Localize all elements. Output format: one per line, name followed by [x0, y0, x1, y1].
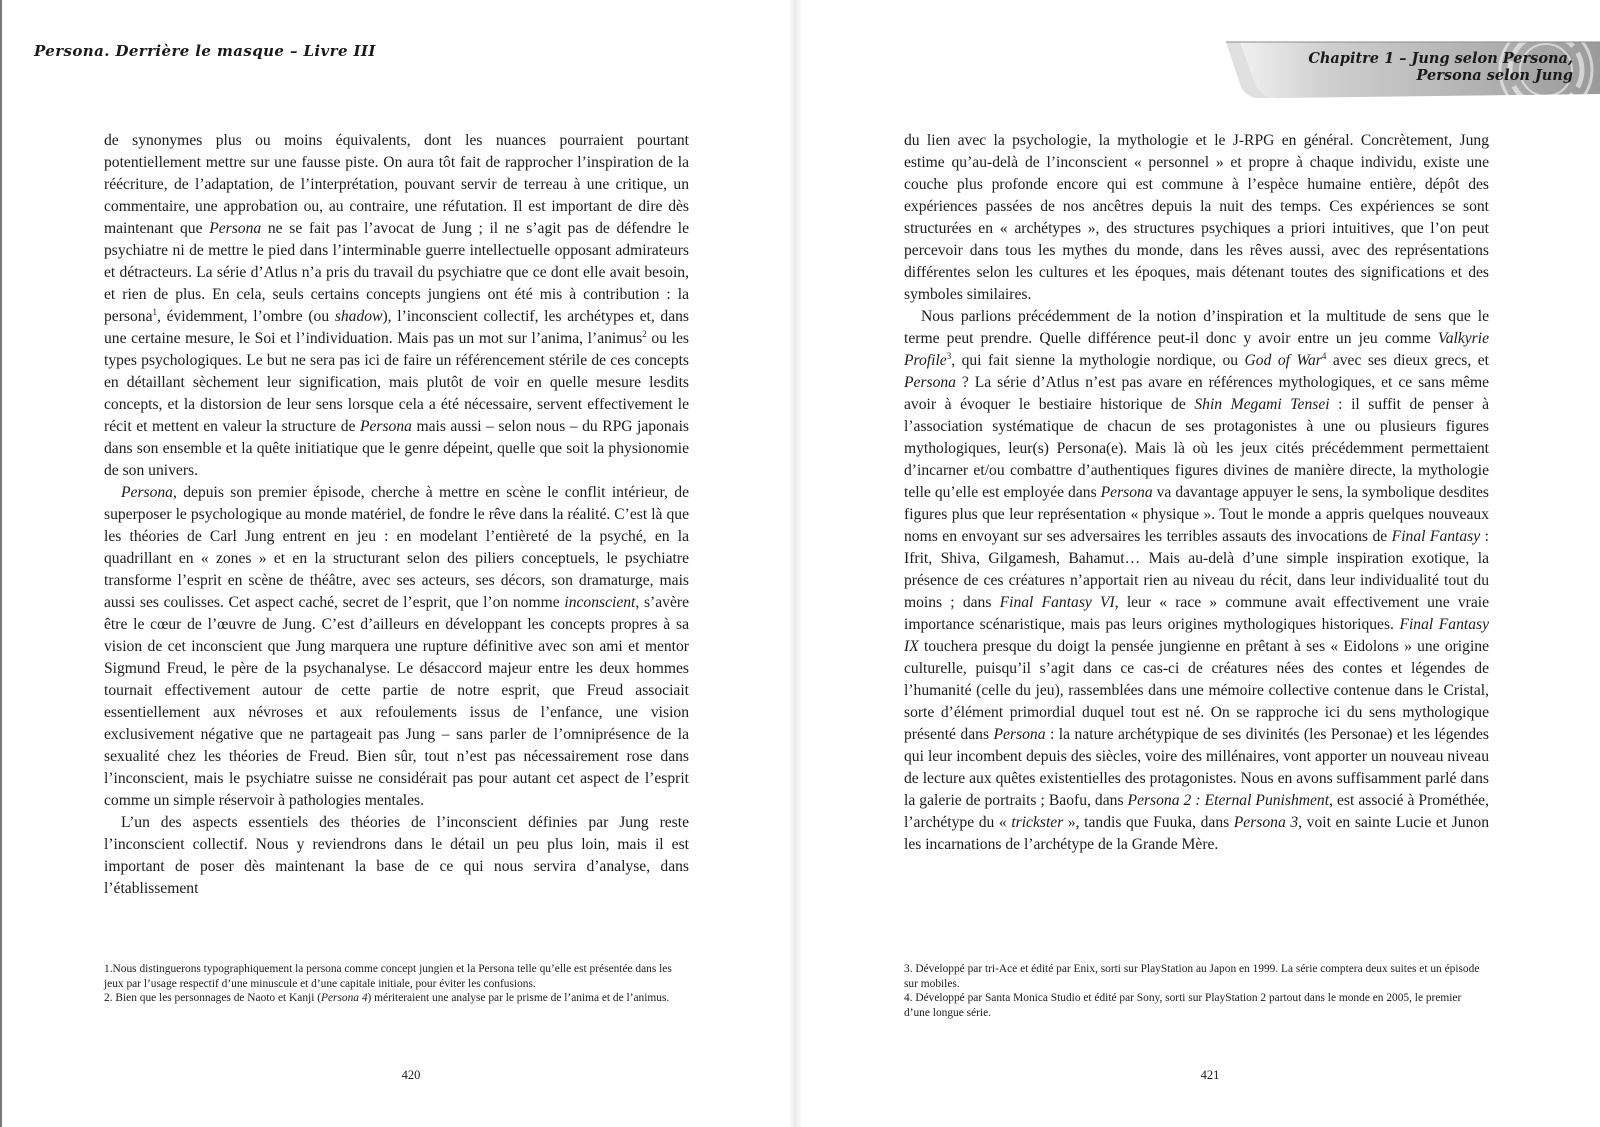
italic-text: Persona — [209, 220, 262, 237]
text-run: , est associé à Prométhée, l’archétype du « — [904, 792, 1489, 831]
text-run: va davantage appuyer le sens, la symbolique desdites figures plus que leur représentation « physique ». Tout le monde a appris quelques nouveaux noms en envoyant sur ses adversaires les terribles assauts des invocations de — [904, 484, 1489, 545]
left-page — [0, 0, 795, 1127]
footnote — [904, 962, 1489, 991]
italic-text: Persona 4 — [321, 992, 368, 1005]
italic-text: Persona 3 — [1233, 814, 1299, 831]
text-run: , qui fait sienne la mythologie nordique, ou — [951, 352, 1245, 369]
italic-text: God of War — [1244, 352, 1322, 369]
text-run: : Ifrit, Shiva, Gilgamesh, Bahamut… Mais au-delà d’une simple inspiration exotique, la présence de ces créatures n’apportait rien au niveau du récit, dans leur individualité tout du moins ; dans — [904, 528, 1489, 611]
italic-text: Persona 2 : Eternal Punishment — [1127, 792, 1330, 809]
text-run: , leur « race » commune avait effectivement une vraie importance scénaristique, mais pas leurs origines mythologiques historiques. — [904, 594, 1490, 633]
italic-text: shadow — [334, 308, 383, 325]
text-run: ou les types psychologiques. Le but ne sera pas ici de faire un référencement stérile de ces concepts en détaillant sèchement leur signification, mais plutôt de voir en quelle mesure lesdits concepts, et la distorsion de leur sens lorsque cela a été nécessaire, servent effectivement le récit et mettent en valeur la structure de — [104, 330, 689, 435]
text-run: 4. Développé par Santa Monica Studio et édité par Sony, sorti sur PlayStation 2 partout dans le monde en 2005, le premier d’une longue série. — [904, 992, 1462, 1019]
italic-text: Final Fantasy — [1391, 528, 1481, 545]
italic-text: Persona — [993, 726, 1046, 743]
italic-text: Valkyrie Profile — [904, 330, 1489, 369]
italic-text: inconscient — [564, 594, 636, 611]
footnote — [104, 962, 689, 991]
text-run: du lien avec la psychologie, la mythologie et le J-RPG en général. Concrètement, Jung estime qu’au-delà de l’inconscient « personnel » et propre à chaque individu, existe une couche plus profonde encore qui est commune à l’espèce humaine entière, dépôt des expériences passées de nos ancêtres depuis la nuit des temps. Ces expériences se sont structurées en « archétypes », des structures psychiques a priori intuitives, que l’on peut percevoir dans tous les mythes du monde, dans les rêves aussi, avec des représentations différentes selon les cultures et les époques, mais détenant toutes des significations et des symboles similaires. — [904, 132, 1489, 303]
page-number: 420 — [401, 1068, 421, 1082]
italic-text: Persona — [1100, 484, 1153, 501]
footnote-reference: 2 — [642, 329, 647, 339]
paragraph — [104, 812, 689, 900]
text-run: 2. Bien que les personnages de Naoto et Kanji ( — [104, 992, 321, 1005]
italic-text: Shin Megami Tensei — [1194, 396, 1330, 413]
text-run: : il suffit de penser à l’association systématique de chacun de ses protagonistes à une ou plusieurs figures mythologiques, leur(s) Persona(e). Mais là où les jeux cités précédemment permettaient d’incarner et/ou combattre d’authentiques figures divines de manière directe, la mythologie telle qu’elle est employée dans — [904, 396, 1489, 501]
left-body-text — [104, 130, 689, 900]
italic-text: Persona — [359, 418, 412, 435]
text-run: de synonymes plus ou moins équivalents, dont les nuances pourraient pourtant potentiellement mettre sur une fausse piste. On aura tôt fait de rapprocher l’inspiration de la réécriture, de l’adaptation, de l’interprétation, pouvant servir de terreau à une critique, un commentaire, une approbation ou, au contraire, une réfutation. Il est important de dire dès maintenant que — [104, 132, 689, 237]
italic-text: Persona — [121, 484, 173, 501]
text-run: mais aussi – selon nous – du RPG japonais dans son ensemble et la quête initiatique que le genre dépeint, quelle que soit la physionomie de son univers. — [104, 418, 689, 479]
chapter-title — [1308, 50, 1573, 84]
text-run: ) mériteraient une analyse par le prisme de l’anima et de l’animus. — [367, 992, 670, 1005]
right-page — [800, 0, 1600, 1127]
chapter-title-line-2: Persona selon Jung — [1416, 67, 1573, 84]
footnote — [104, 991, 689, 1006]
text-run: Nous parlions précédemment de la notion d’inspiration et la multitude de sens que le terme peut prendre. Quelle différence peut-il donc y avoir entre un jeu comme — [904, 308, 1489, 347]
text-run: , depuis son premier épisode, cherche à mettre en scène le conflit intérieur, de superposer le psychologique au monde matériel, de fondre le rêve dans la réalité. C’est là que les théories de Carl Jung entrent en jeu : en modelant l’entièreté de la psyché, en la quadrillant en « zones » et en la structurant selon des piliers conceptuels, le psychiatre transforme l’esprit en scène de théâtre, avec ses acteurs, ses décors, son dramaturge, mais aussi ses coulisses. Cet aspect caché, secret de l’esprit, que l’on nomme — [104, 484, 689, 611]
right-footnotes — [904, 962, 1489, 1020]
page-number: 421 — [1200, 1068, 1220, 1082]
paragraph — [104, 130, 689, 482]
text-run: : la nature archétypique de ses divinités (les Personae) et les légendes qui leur incombent depuis des siècles, voire des millénaires, vont apporter un nouveau niveau de lecture aux quêtes existentielles des protagonistes. Nous en avons suffisamment parlé dans la galerie de portraits ; Baofu, dans — [904, 726, 1489, 809]
text-run: avec ses dieux grecs, et — [1326, 352, 1489, 369]
text-run: ), l’inconscient collectif, les archétypes et, dans une certaine mesure, le Soi et l’individuation. Mais pas un mot sur l’anima, l’animus — [104, 308, 689, 347]
text-run: , évidemment, l’ombre (ou — [157, 308, 335, 325]
right-body-text — [904, 130, 1489, 856]
text-run: , s’avère être le cœur de l’œuvre de Jung. C’est d’ailleurs en développant les concepts propres à sa vision de cet inconscient que Jung marquera une rupture définitive avec son ami et mentor Sigmund Freud, le père de la psychanalyse. Le désaccord majeur entre les deux hommes tournait effectivement autour de cette partie de notre esprit, que Freud associait essentiellement aux névroses et aux refoulements issus de l’enfance, une vision exclusivement négative que ne partageait pas Jung – sans parler de l’omniprésence de la sexualité chez les théories de Freud. Bien sûr, tout n’est pas nécessairement rose dans l’inconscient, mais le psychiatre suisse ne considérait pas pour autant cet aspect de l’esprit comme un simple réservoir à pathologies mentales. — [104, 594, 690, 809]
italic-text: trickster — [1011, 814, 1064, 831]
footnote-reference: 3 — [946, 351, 952, 361]
text-run: ? La série d’Atlus n’est pas avare en références mythologiques, et ce sans même avoir à évoquer le bestiaire historique de — [904, 374, 1489, 413]
footnote-reference: 4 — [1321, 351, 1327, 361]
footnote-reference: 1 — [152, 307, 157, 317]
text-run: 3. Développé par tri-Ace et édité par Enix, sorti sur PlayStation au Japon en 1999. La série comptera deux suites et un épisode sur mobiles. — [904, 963, 1480, 990]
paragraph — [904, 130, 1489, 306]
text-run: 1.Nous distinguerons typographiquement la persona comme concept jungien et la Persona telle qu’elle est présentée dans les jeux par l’usage respectif d’une minuscule et d’une capitale initiale, pour éviter les confusions. — [104, 963, 672, 990]
left-footnotes — [104, 962, 689, 1006]
text-run: , voit en sainte Lucie et Junon les incarnations de l’archétype de la Grande Mère. — [904, 814, 1489, 853]
italic-text: Final Fantasy IX — [904, 616, 1489, 655]
chapter-header — [1226, 40, 1600, 102]
paragraph — [104, 482, 689, 812]
footnote — [904, 991, 1489, 1020]
italic-text: Persona — [904, 374, 956, 391]
text-run: L’un des aspects essentiels des théories de l’inconscient définies par Jung reste l’inconscient collectif. Nous y reviendrons dans le détail un peu plus loin, mais il est important de poser dès maintenant la base de ce qui nous servira d’analyse, dans l’établissement — [104, 814, 689, 897]
chapter-title-line-1: Chapitre 1 – Jung selon Persona, — [1308, 50, 1573, 67]
italic-text: Final Fantasy VI — [999, 594, 1115, 611]
text-run: », tandis que Fuuka, dans — [1063, 814, 1234, 831]
running-title: Persona. Derrière le masque – Livre III — [34, 42, 376, 60]
paragraph — [904, 306, 1489, 856]
text-run: ne se fait pas l’avocat de Jung ; il ne s’agit pas de défendre le psychiatre ni de mettre le pied dans l’interminable guerre intellectuelle opposant admirateurs et détracteurs. La série d’Atlus n’a pris du travail du psychiatre que ce dont elle avait besoin, et rien de plus. En cela, seuls certains concepts jungiens ont été mis à contribution : la persona — [104, 220, 689, 325]
text-run: touchera presque du doigt la pensée jungienne en prêtant à ses « Eidolons » une origine culturelle, puisqu’il s’agit dans ce cas-ci de créatures nées des contes et légendes de l’humanité (celle du jeu), rassemblées dans une mémoire collective contenue dans le Cristal, sorte d’élément primordial duquel tout est né. On se rapproche ici du sens mythologique présenté dans — [904, 638, 1489, 743]
